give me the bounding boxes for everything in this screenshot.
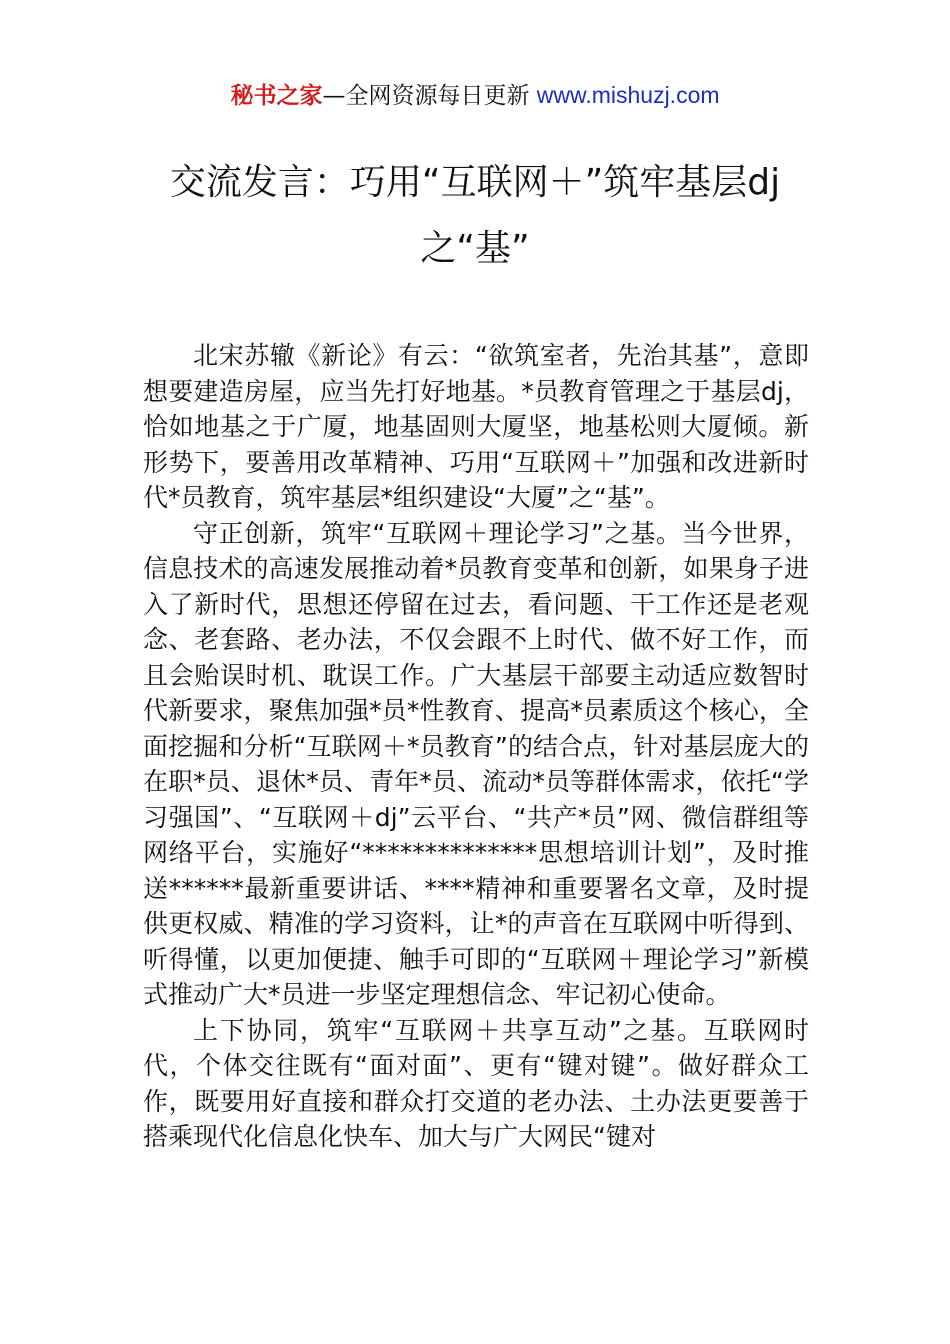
title-line-1: 交流发言：巧用“互联网＋”筑牢基层dj	[169, 162, 781, 203]
site-url-link[interactable]: www.mishuzj.com	[536, 82, 720, 108]
title-line-2: 之“基”	[420, 228, 530, 269]
document-title	[120, 150, 830, 282]
document-body	[143, 338, 809, 1155]
paragraph-sharing-interaction: 上下协同，筑牢“互联网＋共享互动”之基。互联网时代，个体交往既有“面对面”、更有“键对键”。做好群众工作，既要用好直接和群众打交道的老办法、土办法更要善于搭乘现代化信息化快车、加大与广大网民“键对	[143, 1015, 809, 1151]
paragraph-intro: 北宋苏辙《新论》有云：“欲筑室者，先治其基”，意即想要建造房屋，应当先打好地基。*员教育管理之于基层dj，恰如地基之于广厦，地基固则大厦坚，地基松则大厦倾。新形势下，要善用改革精神、巧用“互联网＋”加强和改进新时代*员教育，筑牢基层*组织建设“大厦”之“基”。	[143, 341, 809, 512]
header-slogan: —全网资源每日更新	[322, 83, 537, 109]
brand-name: 秘书之家	[230, 83, 323, 109]
paragraph-theory-study: 守正创新，筑牢“互联网＋理论学习”之基。当今世界，信息技术的高速发展推动着*员教育变革和创新，如果身子进入了新时代，思想还停留在过去，看问题、干工作还是老观念、老套路、老办法，不仅会跟不上时代、做不好工作，而且会贻误时机、耽误工作。广大基层干部要主动适应数智时代新要求，聚焦加强*员*性教育、提高*员素质这个核心，全面挖掘和分析“互联网＋*员教育”的结合点，针对基层庞大的在职*员、退休*员、青年*员、流动*员等群体需求，依托“学习强国”、“互联网＋dj”云平台、“共产*员”网、微信群组等网络平台，实施好“**************思想培训计划”，及时推送******最新重要讲话、****精神和重要署名文章，及时提供更权威、精准的学习资料，让*的声音在互联网中听得到、听得懂，以更加便捷、触手可即的“互联网＋理论学习”新模式推动广大*员进一步坚定理想信念、牢记初心使命。	[143, 518, 809, 1009]
page-header	[0, 80, 950, 111]
